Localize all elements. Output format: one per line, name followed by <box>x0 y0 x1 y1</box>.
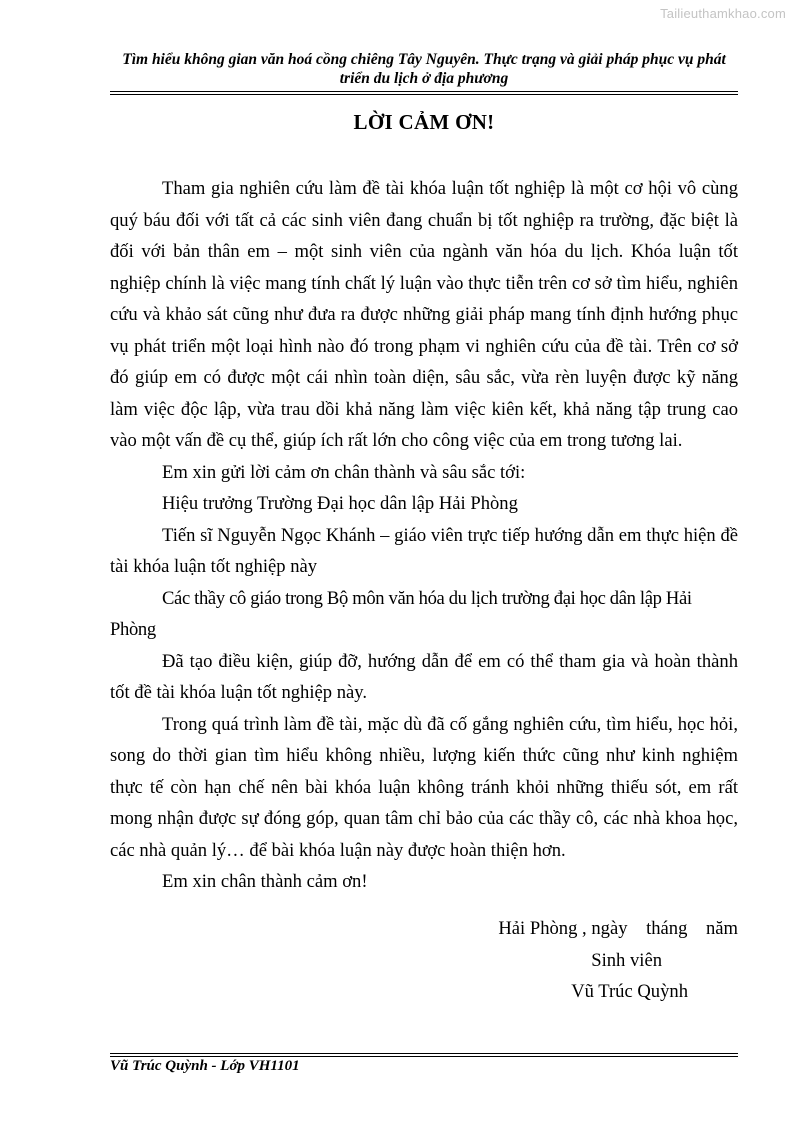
signature-name: Vũ Trúc Quỳnh <box>571 981 688 1002</box>
running-footer: Vũ Trúc Quỳnh - Lớp VH1101 <box>110 1058 300 1074</box>
page-title: LỜI CẢM ƠN! <box>353 110 495 134</box>
body-text <box>110 173 738 898</box>
paragraph-thanks-department: Các thầy cô giáo trong Bộ môn văn hóa du lịch trường đại học dân lập Hải Phòng <box>110 587 692 640</box>
running-header: Tìm hiểu không gian văn hoá cồng chiêng Tây Nguyên. Thực trạng và giải pháp phục vụ phát triển du lịch ở địa phương <box>122 51 726 87</box>
paragraph-intro: Tham gia nghiên cứu làm đề tài khóa luận tốt nghiệp là một cơ hội vô cùng quý báu đối với tất cả các sinh viên đang chuẩn bị tốt nghiệp ra trường, đặc biệt là đối với bản thân em – một sinh viên của ngành văn hóa du lịch. Khóa luận tốt nghiệp chính là việc mang tính chất lý luận vào thực tiễn trên cơ sở tìm hiểu, nghiên cứu và khảo sát cũng như đưa ra được những giải pháp mang tính định hướng phục vụ phát triển một loại hình nào đó trong phạm vi nghiên cứu của đề tài. Trên cơ sở đó giúp em có được một cái nhìn toàn diện, sâu sắc, vừa rèn luyện được kỹ năng làm việc độc lập, vừa trau dồi khả năng làm việc kiên kết, khả năng tập trung cao vào một vấn đề cụ thể, giúp ích rất lớn cho công việc của em trong tương lai. <box>110 178 738 451</box>
paragraph-support: Đã tạo điều kiện, giúp đỡ, hướng dẫn để em có thể tham gia và hoàn thành tốt đề tài khóa luận tốt nghiệp này. <box>110 650 738 703</box>
paragraph-thanks-lead: Em xin gửi lời cảm ơn chân thành và sâu sắc tới: <box>162 461 526 483</box>
paragraph-limitations: Trong quá trình làm đề tài, mặc dù đã cố gắng nghiên cứu, tìm hiểu, học hỏi, song do thời gian tìm hiểu không nhiều, lượng kiến thức cũng như kinh nghiệm thực tế còn hạn chế nên bài khóa luận không tránh khỏi những thiếu sót, em rất mong nhận được sự đóng góp, quan tâm chỉ bảo của các thầy cô, các nhà khoa học, các nhà quản lý… để bài khóa luận này được hoàn thiện hơn. <box>110 713 738 861</box>
footer-divider <box>110 1053 738 1057</box>
paragraph-closing: Em xin chân thành cảm ơn! <box>162 871 368 892</box>
signature-role: Sinh viên <box>591 949 662 971</box>
watermark: Tailieuthamkhao.com <box>660 6 786 21</box>
signature-place-date: Hải Phòng , ngày tháng năm <box>498 918 738 939</box>
signature-block <box>110 913 738 1008</box>
header-divider <box>110 91 738 95</box>
paragraph-thanks-rector: Hiệu trưởng Trường Đại học dân lập Hải Phòng <box>162 493 518 514</box>
paragraph-thanks-supervisor: Tiến sĩ Nguyễn Ngọc Khánh – giáo viên trực tiếp hướng dẫn em thực hiện đề tài khóa luận tốt nghiệp này <box>110 524 738 577</box>
